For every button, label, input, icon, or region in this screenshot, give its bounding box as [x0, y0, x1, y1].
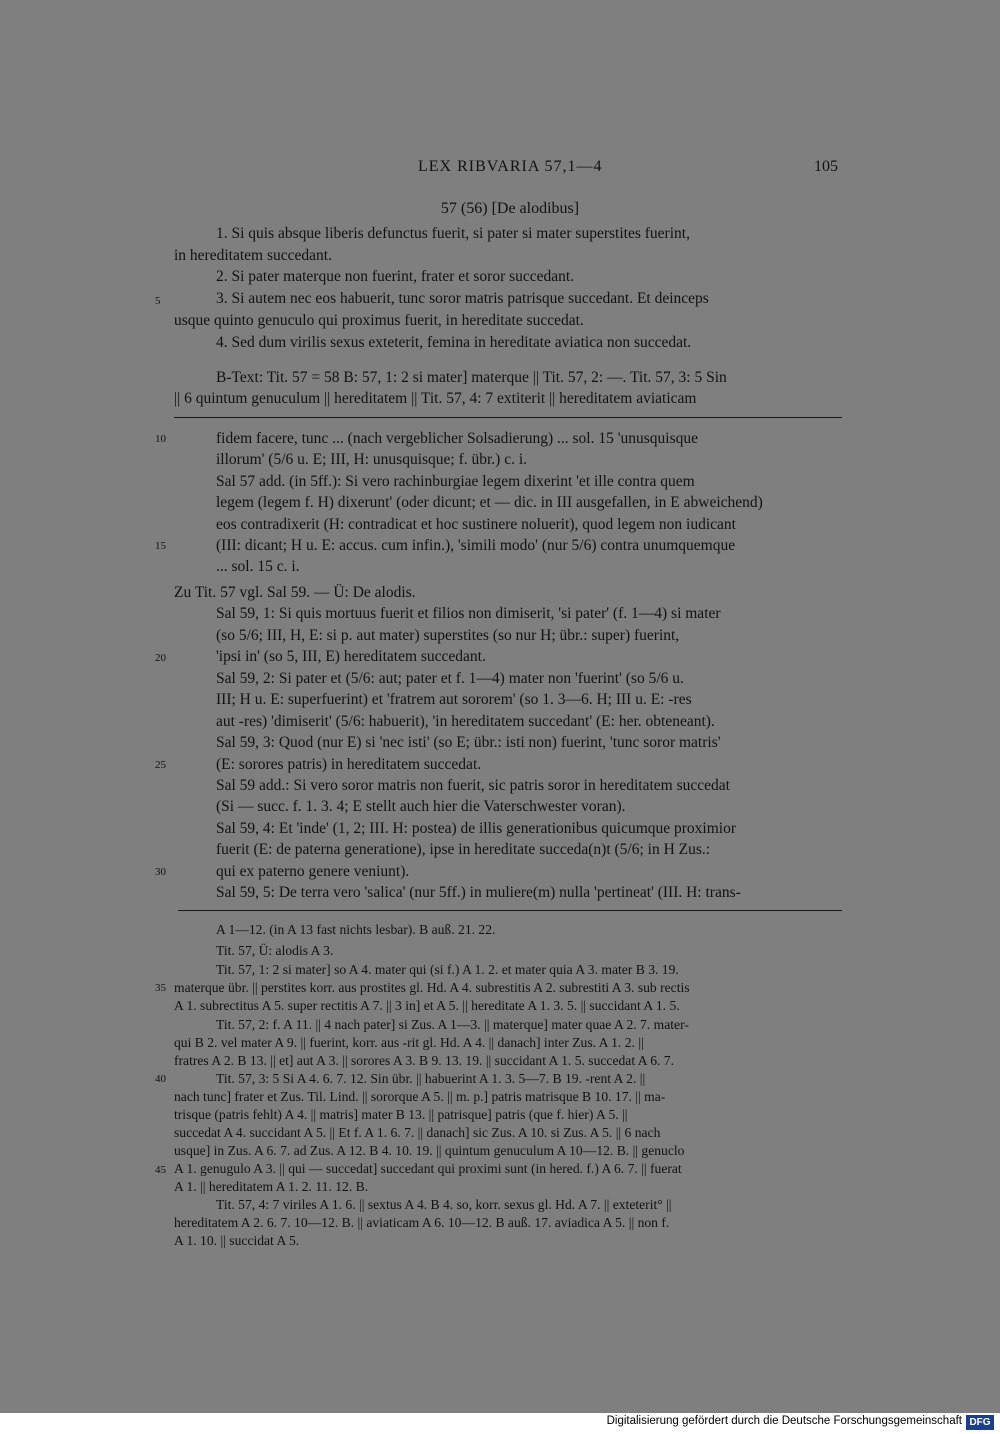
text-line: succedat A 4. succidant A 5. || Et f. A 1. 6. 7. || danach] sic Zus. A 10. si Zus. A 5. || 6 nach — [174, 1125, 661, 1140]
margin-line-number: 25 — [155, 759, 166, 771]
text-line: (III: dicant; H u. E: accus. cum infin.), 'simili modo' (nur 5/6) contra unumquemque — [216, 537, 736, 554]
text-line: Sal 59, 3: Quod (nur E) si 'nec isti' (so E; übr.: isti non) fuerint, 'tunc soror matris' — [216, 734, 721, 751]
margin-line-number: 20 — [155, 652, 166, 664]
text-line: Zu Tit. 57 vgl. Sal 59. — Ü: De alodis. — [174, 584, 416, 601]
text-line: Tit. 57, 3: 5 Si A 4. 6. 7. 12. Sin übr. || habuerint A 1. 3. 5—7. B 19. -rent A 2. || — [216, 1071, 646, 1086]
running-header: LEX RIBVARIA 57,1—4 — [418, 158, 603, 175]
text-line: fuerit (E: de paterna generatione), ipse in hereditate succeda(n)t (5/6; in H Zus.: — [216, 841, 711, 858]
text-line: A 1. || hereditatem A 1. 2. 11. 12. B. — [174, 1179, 369, 1194]
text-line: A 1. subrectitus A 5. super rectitis A 7. || 3 in] et A 5. || hereditate A 1. 3. 5. || succidant A 1. 5. — [174, 998, 680, 1013]
text-line: 2. Si pater materque non fuerint, frater et soror succedant. — [216, 268, 575, 285]
text-line: B-Text: Tit. 57 = 58 B: 57, 1: 2 si mater] materque || Tit. 57, 2: —. Tit. 57, 3: 5 Sin — [216, 369, 727, 386]
text-line: Sal 59, 4: Et 'inde' (1, 2; III. H: postea) de illis generationibus quicumque proximior — [216, 820, 736, 837]
text-line: Sal 59 add.: Si vero soror matris non fuerit, sic patris soror in hereditatem succedat — [216, 777, 730, 794]
text-line: 4. Sed dum virilis sexus exteterit, femina in hereditate aviatica non succedat. — [216, 334, 692, 351]
text-line: qui B 2. vel mater A 9. || fuerint, korr. aus -rit gl. Hd. A 4. || danach] inter Zus. A 1. 2. || — [174, 1035, 644, 1050]
text-line: A 1. genugulo A 3. || qui — succedat] succedant qui proximi sunt (in hered. f.) A 6. 7. || fuerat — [174, 1161, 682, 1176]
margin-line-number: 45 — [155, 1164, 166, 1176]
text-line: 'ipsi in' (so 5, III, E) hereditatem succedant. — [216, 648, 486, 665]
text-line: Tit. 57, Ü: alodis A 3. — [216, 943, 334, 958]
page-number: 105 — [814, 158, 838, 175]
text-line: (Si — succ. f. 1. 3. 4; E stellt auch hier die Vaterschwester voran). — [216, 798, 626, 815]
text-line: Sal 59, 1: Si quis mortuus fuerit et filios non dimiserit, 'si pater' (f. 1—4) si mater — [216, 605, 721, 622]
dfg-logo-icon: DFG — [966, 1415, 994, 1430]
text-line: Tit. 57, 1: 2 si mater] so A 4. mater qui (si f.) A 1. 2. et mater quia A 3. mater B 3. 19. — [216, 962, 679, 977]
text-line: fidem facere, tunc ... (nach vergeblicher Solsadierung) ... sol. 15 'unusquisque — [216, 430, 699, 447]
text-line: fratres A 2. B 13. || et] aut A 3. || sorores A 3. B 9. 13. 19. || succidant A 1. 5. succedat A 6. 7. — [174, 1053, 674, 1068]
text-line: Tit. 57, 2: f. A 11. || 4 nach pater] si Zus. A 1—3. || materque] mater quae A 2. 7. mater- — [216, 1017, 689, 1032]
text-line: legem (legem f. H) dixerunt' (oder dicunt; et — dic. in III ausgefallen, in E abweichend) — [216, 494, 763, 511]
margin-line-number: 35 — [155, 982, 166, 994]
text-line: Tit. 57, 4: 7 viriles A 1. 6. || sextus A 4. B 4. so, korr. sexus gl. Hd. A 7. || exteterit° || — [216, 1197, 672, 1212]
margin-line-number: 40 — [155, 1073, 166, 1085]
text-line: (so 5/6; III, H, E: si p. aut mater) superstites (so nur H; übr.: super) fuerint, — [216, 627, 680, 644]
text-line: III; H u. E: superfuerint) et 'fratrem aut sororem' (so 1. 3—6. H; III u. E: -res — [216, 691, 692, 708]
divider-rule — [178, 910, 842, 911]
divider-rule — [174, 417, 842, 418]
text-line: 3. Si autem nec eos habuerit, tunc soror matris patrisque succedant. Et deinceps — [216, 290, 709, 307]
text-line: aut -res) 'dimiserit' (5/6: habuerit), 'in hereditatem succedant' (E: her. obteneant). — [216, 713, 715, 730]
text-line: Sal 59, 2: Si pater et (5/6: aut; pater et f. 1—4) mater non 'fuerint' (so 5/6 u. — [216, 670, 684, 687]
margin-line-number: 10 — [155, 433, 166, 445]
section-title: 57 (56) [De alodibus] — [440, 200, 580, 217]
digitization-footer — [0, 1413, 1000, 1434]
text-line: materque übr. || perstites korr. aus prostites gl. Hd. A 4. subrestitis A 2. subrestiti A 3. sub rectis — [174, 980, 690, 995]
text-line: 1. Si quis absque liberis defunctus fuerit, si pater si mater superstites fuerint, — [216, 225, 690, 242]
text-line: A 1—12. (in A 13 fast nichts lesbar). B auß. 21. 22. — [216, 922, 496, 937]
text-line: A 1. 10. || succidat A 5. — [174, 1233, 300, 1248]
text-line: usque] in Zus. A 6. 7. ad Zus. A 12. B 4. 10. 19. || quintum genuculum A 10—12. B. || genuclo — [174, 1143, 685, 1158]
text-line: || 6 quintum genuculum || hereditatem || Tit. 57, 4: 7 extiterit || hereditatem aviaticam — [174, 390, 697, 407]
text-line: ... sol. 15 c. i. — [216, 558, 300, 575]
margin-line-number: 30 — [155, 866, 166, 878]
footer-credit: Digitalisierung gefördert durch die Deutsche Forschungsgemeinschaft — [606, 1415, 962, 1427]
text-line: eos contradixerit (H: contradicat et hoc sustinere noluerit), quod legem non iudicant — [216, 516, 736, 533]
text-line: trisque (patris fehlt) A 4. || matris] mater B 13. || patrisque] patris (que f. hier) A 5. || — [174, 1107, 628, 1122]
text-line: Sal 57 add. (in 5ff.): Si vero rachinburgiae legem dixerint 'et ille contra quem — [216, 473, 695, 490]
margin-line-number: 5 — [155, 295, 161, 307]
text-line: usque quinto genuculo qui proximus fuerit, in hereditate succedat. — [174, 312, 584, 329]
text-line: illorum' (5/6 u. E; III, H: unusquisque; f. übr.) c. i. — [216, 451, 528, 468]
text-line: in hereditatem succedant. — [174, 247, 332, 264]
margin-line-number: 15 — [155, 540, 166, 552]
text-line: nach tunc] frater et Zus. Til. Lind. || sororque A 5. || m. p.] patris matrisque B 10. 17. || ma- — [174, 1089, 666, 1104]
text-line: (E: sorores patris) in hereditatem succedat. — [216, 756, 482, 773]
text-line: qui ex paterno genere veniunt). — [216, 863, 410, 880]
text-line: hereditatem A 2. 6. 7. 10—12. B. || aviaticam A 6. 10—12. B auß. 17. aviadica A 5. || non f. — [174, 1215, 670, 1230]
text-line: Sal 59, 5: De terra vero 'salica' (nur 5ff.) in muliere(m) nulla 'pertineat' (III. H: trans- — [216, 884, 741, 901]
